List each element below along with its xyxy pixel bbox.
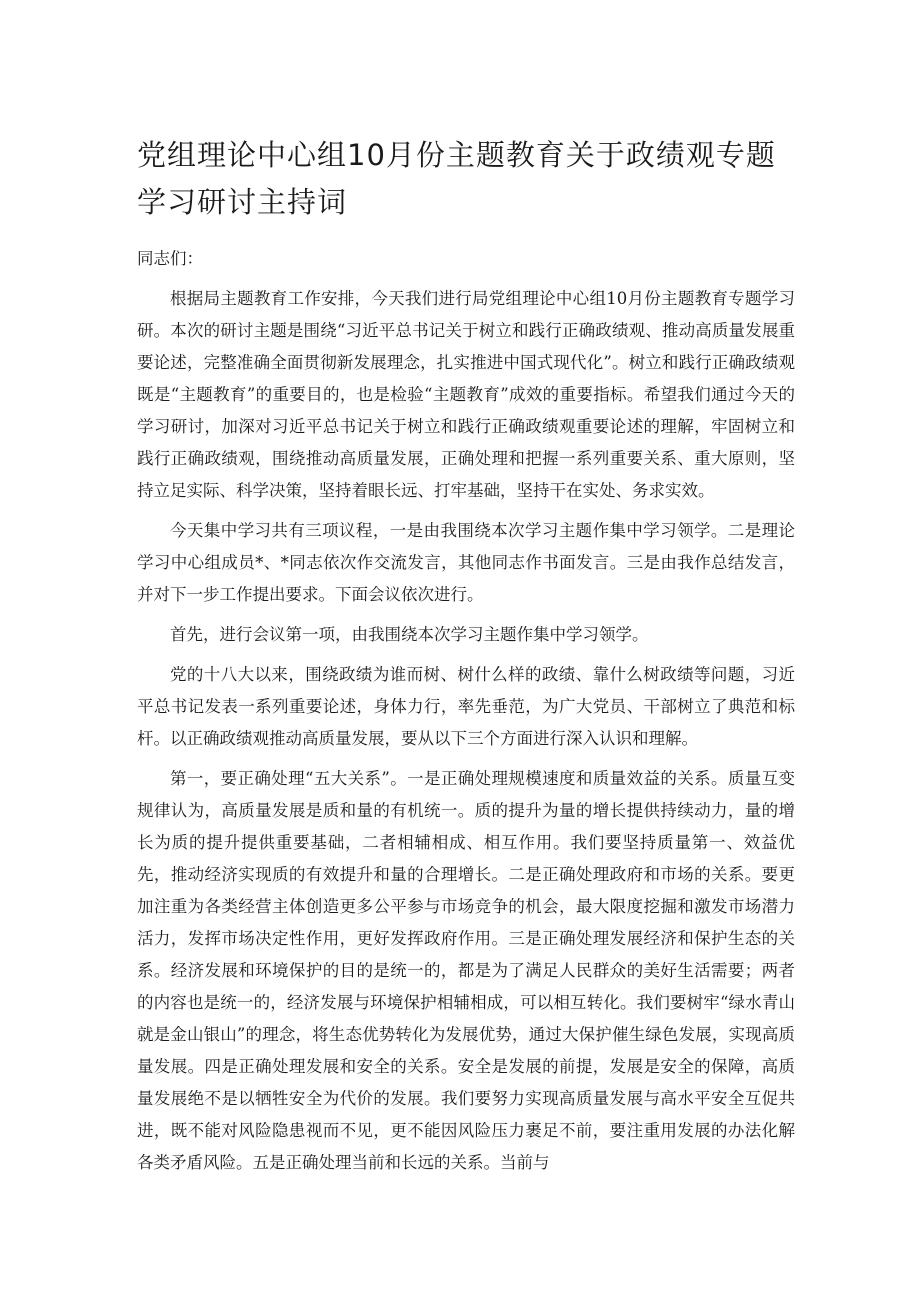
paragraph-3: 首先，进行会议第一项，由我围绕本次学习主题作集中学习领学。 — [170, 625, 649, 644]
document-page — [137, 132, 795, 1187]
paragraph-2: 今天集中学习共有三项议程，一是由我围绕本次学习主题作集中学习领学。二是理论学习中心组成员*、*同志依次作交流发言，其他同志作书面发言。三是由我作总结发言，并对下一步工作提出要求。下面会议依次进行。 — [137, 521, 795, 604]
paragraph-5: 第一，要正确处理“五大关系”。一是正确处理规模速度和质量效益的关系。质量互变规律认为，高质量发展是质和量的有机统一。质的提升为量的增长提供持续动力，量的增长为质的提升提供重要基础，二者相辅相成、相互作用。我们要坚持质量第一、效益优先，推动经济实现质的有效提升和量的合理增长。二是正确处理政府和市场的关系。要更加注重为各类经营主体创造更多公平参与市场竞争的机会，最大限度挖掘和激发市场潜力活力，发挥市场决定性作用，更好发挥政府作用。三是正确处理发展经济和保护生态的关系。经济发展和环境保护的目的是统一的，都是为了满足人民群众的美好生活需要；两者的内容也是统一的，经济发展与环境保护相辅相成，可以相互转化。我们要树牢“绿水青山就是金山银山”的理念，将生态优势转化为发展优势，通过大保护催生绿色发展，实现高质量发展。四是正确处理发展和安全的关系。安全是发展的前提，发展是安全的保障，高质量发展绝不是以牺牲安全为代价的发展。我们要努力实现高质量发展与高水平安全互促共进，既不能对风险隐患视而不见，更不能因风险压力裹足不前，要注重用发展的办法化解各类矛盾风险。五是正确处理当前和长远的关系。当前与 — [137, 769, 795, 1172]
paragraph-1: 根据局主题教育工作安排，今天我们进行局党组理论中心组10月份主题教育专题学习研。本次的研讨主题是围绕“习近平总书记关于树立和践行正确政绩观、推动高质量发展重要论述，完整准确全面贯彻新发展理念，扎实推进中国式现代化”。树立和践行正确政绩观既是“主题教育”的重要目的，也是检验“主题教育”成效的重要指标。希望我们通过今天的学习研讨，加深对习近平总书记关于树立和践行正确政绩观重要论述的理解，牢固树立和践行正确政绩观，围绕推动高质量发展，正确处理和把握一系列重要关系、重大原则，坚持立足实际、科学决策，坚持着眼长远、打牢基础，坚持干在实处、务求实效。 — [137, 289, 795, 500]
paragraph-4: 党的十八大以来，围绕政绩为谁而树、树什么样的政绩、靠什么树政绩等问题，习近平总书记发表一系列重要论述，身体力行，率先垂范，为广大党员、干部树立了典范和标杆。以正确政绩观推动高质量发展，要从以下三个方面进行深入认识和理解。 — [137, 665, 795, 748]
salutation: 同志们： — [137, 249, 203, 268]
document-title: 党组理论中心组10月份主题教育关于政绩观专题学习研讨主持词 — [137, 138, 776, 219]
